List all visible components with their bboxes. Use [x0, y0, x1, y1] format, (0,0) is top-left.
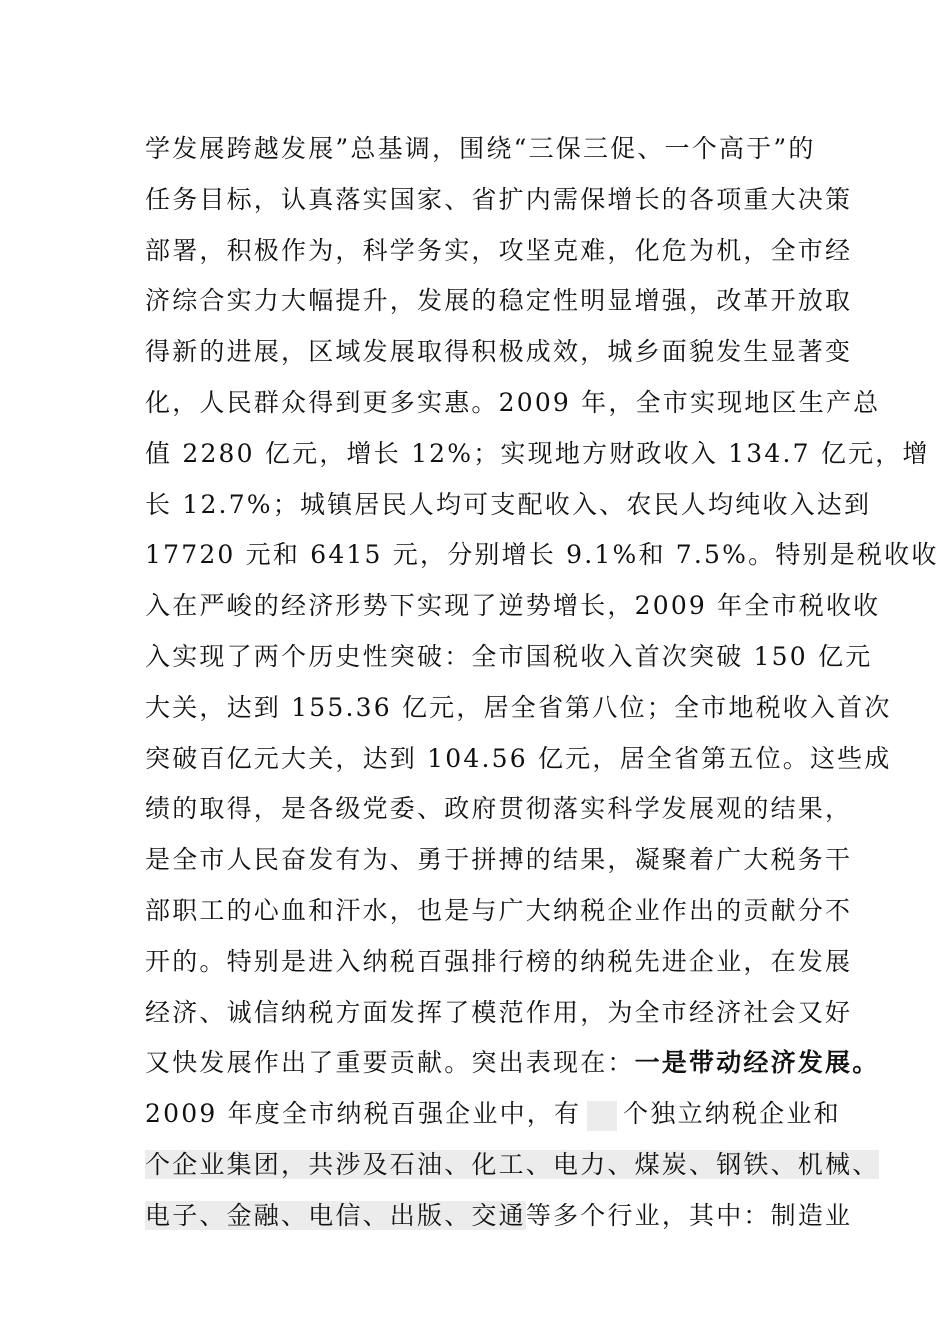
text-line-18: 经济、诚信纳税方面发挥了模范作用，为全市经济社会又好 [145, 997, 853, 1027]
text-line-21 [145, 1140, 880, 1191]
text-line-12: 大关，达到 155.36 亿元，居全省第八位；全市地税收入首次 [145, 692, 892, 722]
text-line-2: 任务目标，认真落实国家、省扩内需保增长的各项重大决策 [145, 184, 853, 214]
blank-placeholder [587, 1101, 617, 1131]
text-line-8: 长 12.7%；城镇居民人均可支配收入、农民人均纯收入达到 [145, 489, 872, 519]
text-line-19-bold: 一是带动经济发展。 [634, 1048, 880, 1078]
text-line-20-before: 2009 年度全市纳税百强企业中，有 [145, 1099, 582, 1129]
text-line-10: 入在严峻的经济形势下实现了逆势增长，2009 年全市税收收 [145, 591, 881, 621]
text-line-7: 值 2280 亿元，增长 12%；实现地方财政收入 134.7 亿元，增 [145, 438, 930, 468]
text-line-9: 17720 元和 6415 元，分别增长 9.1%和 7.5%。特别是税收收 [145, 540, 939, 570]
highlighted-text-line-22: 电子、金融、电信、出版、交通 [145, 1200, 526, 1230]
text-line-16: 部职工的心血和汗水，也是与广大纳税企业作出的贡献分不 [145, 895, 853, 925]
body-text [145, 124, 939, 1242]
text-line-1: 学发展跨越发展”总基调，围绕“三保三促、一个高于”的 [145, 134, 816, 163]
text-line-22-rest: 等多个行业，其中：制造业 [525, 1200, 853, 1230]
text-line-17: 开的。特别是进入纳税百强排行榜的纳税先进企业，在发展 [145, 946, 853, 976]
text-line-4: 济综合实力大幅提升，发展的稳定性明显增强，改革开放取 [145, 286, 853, 316]
text-line-22 [145, 1191, 853, 1242]
text-line-6: 化，人民群众得到更多实惠。2009 年，全市实现地区生产总 [145, 387, 881, 417]
text-line-20 [145, 1089, 841, 1140]
text-line-20-after: 个独立纳税企业和 [623, 1099, 841, 1129]
text-line-5: 得新的进展，区域发展取得积极成效，城乡面貌发生显著变 [145, 337, 853, 367]
text-line-14: 绩的取得，是各级党委、政府贯彻落实科学发展观的结果， [145, 794, 853, 824]
text-line-13: 突破百亿元大关，达到 104.56 亿元，居全省第五位。这些成 [145, 743, 892, 773]
text-line-15: 是全市人民奋发有为、勇于拼搏的结果，凝聚着广大税务干 [145, 845, 853, 875]
text-line-19 [145, 1038, 880, 1089]
highlighted-text-line-21: 个企业集团，共涉及石油、化工、电力、煤炭、钢铁、机械、 [145, 1149, 880, 1179]
text-line-19-normal: 又快发展作出了重要贡献。突出表现在： [145, 1048, 635, 1078]
text-line-11: 入实现了两个历史性突破：全市国税收入首次突破 150 亿元 [145, 641, 873, 671]
text-line-3: 部署，积极作为，科学务实，攻坚克难，化危为机，全市经 [145, 235, 853, 265]
